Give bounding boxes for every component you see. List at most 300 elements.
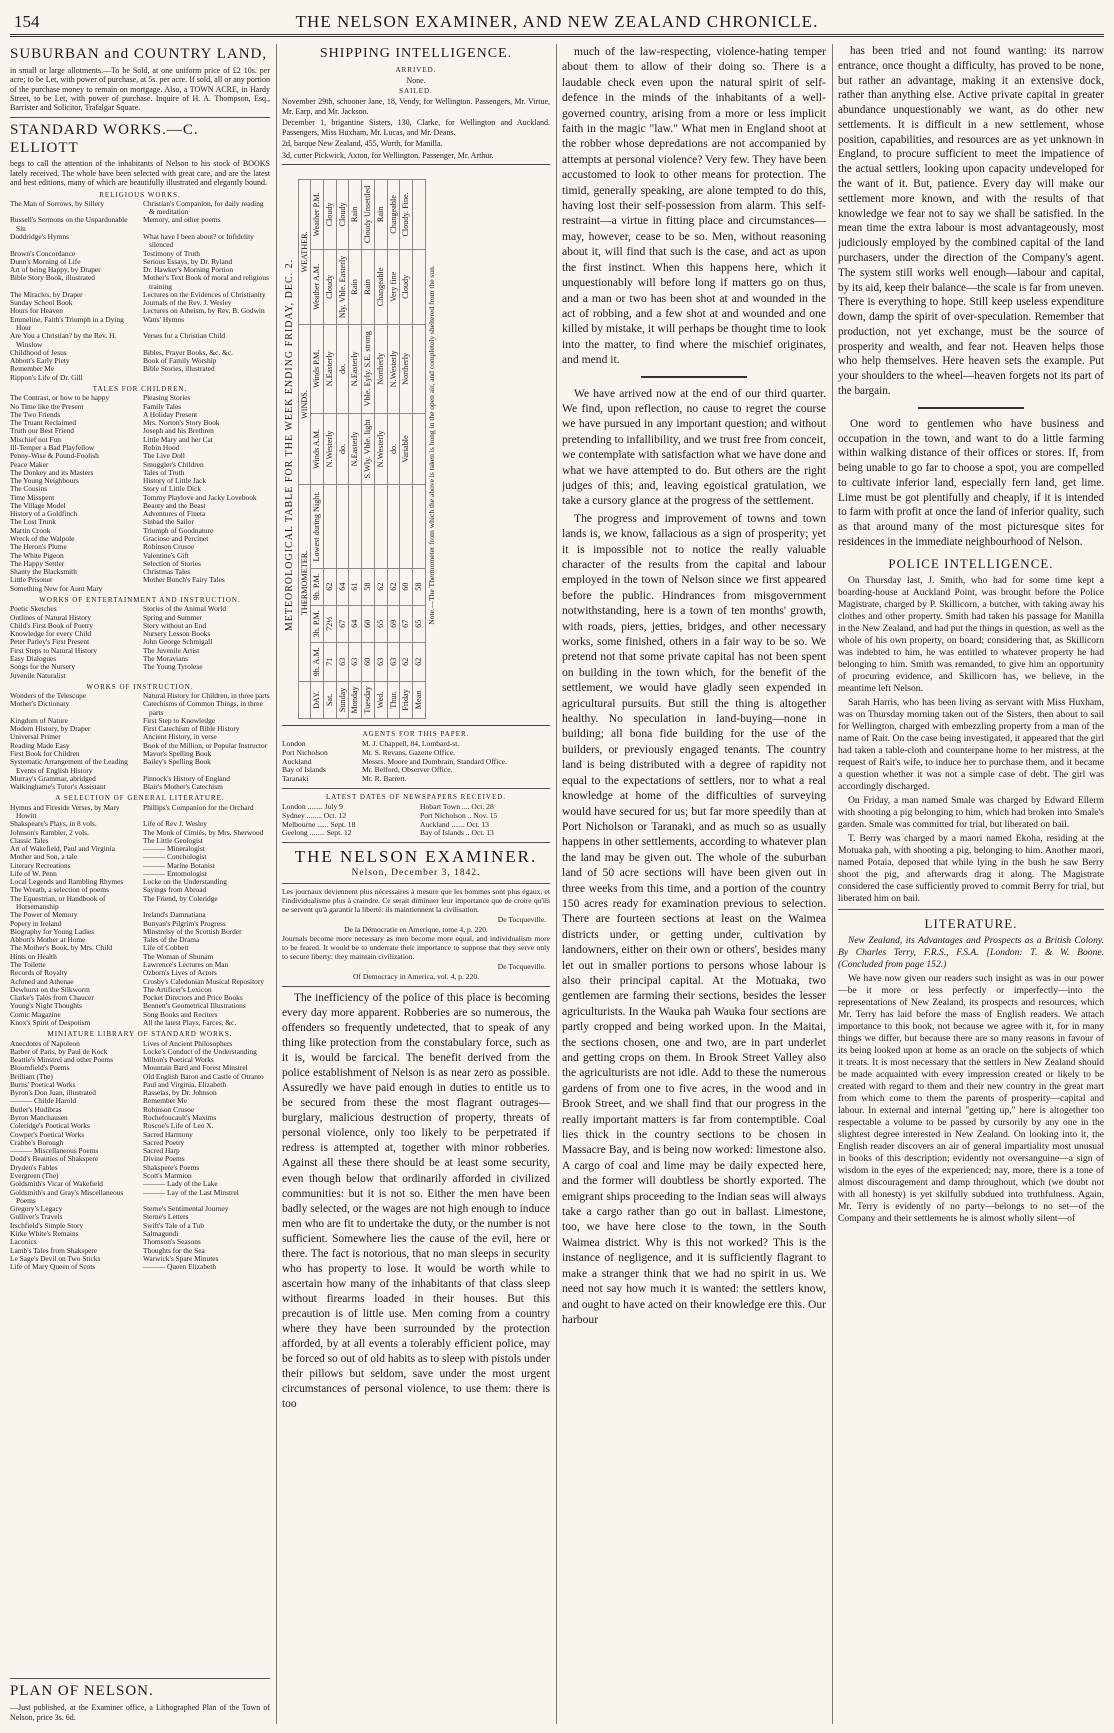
police-paragraph: Sarah Harris, who has been living as servant with Miss Huxham, was on Thursday morning taken out of the Sisters, then about to sail for Wellington, charged with embezzling property from a man of the name of Rait. On the case being investigated, it appeared that the girl had taken a table-cloth and counterpane home to her mistress, at the request of Rait's wife, to induce her to purchase them, and it became a question whether it was not a simple case of debt. The girl was accordingly discharged. — [838, 696, 1104, 792]
book-item: Peace Maker — [10, 459, 49, 469]
column-divider — [832, 44, 833, 1724]
book-item: Remember Me — [10, 364, 55, 374]
book-item: Locke on the Understanding — [143, 877, 227, 887]
book-item: History of a Goldfinch — [10, 509, 78, 519]
book-item: The Friend, by Coleridge — [143, 893, 218, 903]
book-item: Peter Parley's First Present — [10, 637, 90, 647]
book-item: Bible Stories, illustrated — [143, 364, 215, 374]
book-item: No Time like the Present — [10, 401, 84, 411]
book-item: The Toilette — [10, 960, 46, 969]
book-item: Remember Me — [143, 1096, 188, 1106]
book-item: Bunyan's Pilgrim's Progress — [143, 918, 226, 928]
book-item: Popery in Ireland — [10, 918, 62, 928]
book-item: Mother's Dictionary — [10, 699, 70, 709]
met-cell: N.Westerly — [324, 413, 337, 484]
book-item: Blair's Mother's Catechism — [143, 782, 223, 792]
book-category-title: RELIGIOUS WORKS. — [99, 190, 181, 199]
book-item: The Wreath, a selection of poems — [10, 885, 109, 895]
book-item: Stories of the Animal World — [143, 604, 227, 614]
book-item: Juvenile Naturalist — [10, 670, 66, 680]
met-col-header: Winds A.M. — [311, 413, 324, 484]
met-cell: Variable — [400, 413, 413, 484]
met-cell: Friday — [400, 681, 413, 718]
met-row — [336, 180, 349, 719]
police-text — [838, 575, 1104, 905]
book-item: Lectures on the Evidences of Christianity — [143, 289, 266, 299]
book-item: Hymns and Fireside Verses, by Mary Howitt — [10, 802, 120, 820]
arrived-label: ARRIVED. — [395, 65, 437, 74]
book-item: Milton's Poetical Works — [143, 1055, 214, 1065]
met-cell — [387, 485, 400, 568]
book-item: Watts' Hymns — [143, 314, 185, 324]
book-item: Robinson Crusoe — [143, 542, 195, 552]
met-row — [387, 180, 400, 719]
literature-heading: LITERATURE. — [924, 915, 1018, 931]
book-item: Local Legends and Rambling Rhymes — [10, 877, 124, 887]
met-col-header: Lowest during Night. — [311, 485, 324, 568]
book-item: The Monk of Cimiés, by Mrs. Sherwood — [143, 827, 264, 837]
quote-english-attr: De Tocqueville. — [497, 962, 546, 972]
met-group-row — [298, 180, 311, 719]
met-col-header: 3h. P.M. — [311, 605, 324, 642]
met-cell: 63 — [336, 642, 349, 681]
met-note: Note.—The Thermometer from which the above is taken is hung in the open air, and completely sheltered from the sun. — [426, 265, 436, 625]
book-item: Achmed and Athenae — [10, 976, 74, 986]
book-item: Modern History, by Draper — [10, 724, 91, 734]
latest-dates-right — [420, 803, 550, 838]
met-cell: 58 — [362, 568, 375, 605]
book-item: Joseph and his Brethren — [143, 426, 214, 436]
agent-name: Mr. R. Barrett. — [362, 775, 407, 784]
met-cell — [324, 485, 337, 568]
book-item: Barber of Paris, by Paul de Kock — [10, 1046, 108, 1056]
editorial-paragraph: We have arrived now at the end of our third quarter. We find, upon reflection, no cause to regret the course we have pursued in any important question; and without pretending to infallibility, and we trust free from conceit, we contemplate with satisfaction what we have done and what we have attempted to do. But others are the right judges of this; and, leaving egoistical gratulation, we take a cursory glance at the progress of the settlement. — [562, 386, 826, 508]
met-cell: 67 — [400, 605, 413, 642]
book-item: A Holiday Present — [143, 409, 198, 419]
book-category-title: TALES FOR CHILDREN. — [92, 385, 188, 393]
book-item: Book of Family Worship — [143, 356, 217, 366]
book-item: Old English Baron and Castle of Otranto — [143, 1071, 264, 1081]
book-catalogue — [10, 191, 270, 1272]
book-item: Life of Cobbett — [143, 943, 189, 953]
book-item: First Steps to Natural History — [10, 645, 98, 655]
book-item: Triumph of Goodnature — [143, 525, 214, 535]
book-item: The Miracles, by Draper — [10, 289, 83, 299]
book-item: Ozborn's Lives of Actors — [143, 968, 217, 978]
book-item: Pinnock's History of England — [143, 773, 230, 783]
met-cell: Monday — [349, 681, 362, 718]
book-item: Scott's Marmion — [143, 1171, 192, 1180]
book-item: Smuggler's Children — [143, 459, 204, 469]
sailed-entry: 2d, barque New Zealand, 455, Worth, for Manilla. — [282, 139, 443, 149]
met-cell: 62 — [412, 642, 425, 681]
agents-heading: AGENTS FOR THIS PAPER. — [362, 730, 470, 739]
book-item: Gregory's Legacy — [10, 1204, 63, 1214]
book-item: Nursery Lesson Books — [143, 629, 211, 639]
book-item: The Woman of Shunam — [143, 951, 214, 961]
book-item: Wonders of the Telescope — [10, 691, 87, 701]
divider — [10, 1678, 270, 1679]
met-cell — [400, 485, 413, 568]
book-item: Swift's Tale of a Tub — [143, 1220, 205, 1230]
met-col-header: Winds P.M. — [311, 324, 324, 413]
literature-paragraph: We have now given our readers such insight as was in our power—be it more or less perfectly or imperfectly—into the representations of New Zealand, its prospects and resources, which Mr. Terry has laid before the mass of English readers. We attach importance to this book, not because we agree with it, for in many things we differ, but because there are so many reasons in favour of its being looked upon at home as an oracle on the subjects of which it treats. It is most necessary that the settlers in New Zealand should be made acquainted with every impression created or likely to be created with regard to them and their new country in the great mart from which come to them the parents of prosperity—capital and labour. In external and internal "getting up," here is altogether too respectable a volume to be passed by cursorily by any one in the slightest degree interested in New Zealand. On looking into it, the English reader discovers an air of general impartiality most unusual in books of this description; evidently not oversanguine—a sign of wisdom in the eyes of the experienced; nay, more, there is a tone of almost discouragement and damp throughout, which (we doubt not with all honesty) is yet skilfully subdued into truthfulness. Again, Mr. Terry is evidently of no party—belongs to no set—of the Company and their settlements he is almost wholly silent—of — [838, 972, 1104, 1224]
book-item: The Moravians — [143, 653, 188, 663]
book-item: Classic Tales — [10, 835, 49, 845]
book-item: Irschfield's Simple Story — [10, 1220, 84, 1230]
editorial-paragraph: The inefficiency of the police of this place is becoming every day more apparent. Robberies are so numerous, the offenders so frequently undetected, that to speak of any thing like protection from the constabulary force, such as it is, would be farcical. The benefit derived from the police establishment of Nelson is as near zero as possible. Assuredly we have paid enough in duties to entitle us to be secured from these the most flagrant outrages—burglary, malicious destruction of property, threats of personal violence, only too likely to be perpetrated if redress is attempted at, together with minor robberies. Against all these there should be at least some security, even though below that ordinarily afforded in civilized communities: but it is not so. Either the men have been badly selected, or the wages are not high enough to induce men who are fit to undertake the duty, or the number is not sufficient. Somewhere lies the cause of the evil, here or there. The fact is notorious, that no man sleeps in security who has property to lose. It would be worth while to ascertain how many of the inhabitants of that class sleep without firearms loaded in their houses. But this precaution is of little use. Men coming from a country where they have been surrounded by the protection afforded, by at all events a tolerably efficient police, may be forced so out of old habits as to sleep with pistols under their pillows but seldom, save under the most urgent circumstances of personal violence, to use them: there is too — [282, 991, 550, 1411]
book-item: Mischief not Fun — [10, 434, 61, 444]
book-item: Little Prisoner — [10, 575, 53, 585]
latest-date: Hobart Town .... Oct. 28 — [420, 803, 494, 812]
met-cell: 65 — [412, 605, 425, 642]
met-cell: Cloudy — [336, 180, 349, 250]
met-group-blank — [298, 681, 311, 718]
book-item: Book of the Million, or Popular Instructor — [143, 740, 268, 750]
police-heading: POLICE INTELLIGENCE. — [888, 555, 1054, 571]
book-item: Ancient History, in verse — [143, 732, 217, 742]
met-cell: N.Easterly — [349, 413, 362, 484]
book-item: Minstrelsy of the Scottish Border — [143, 926, 242, 936]
book-item: Mountain Bard and Forest Minstrel — [143, 1063, 248, 1073]
book-item: Johnson's Rambler, 2 vols. — [10, 827, 89, 837]
book-item: Bailey's Spelling Book — [143, 757, 211, 767]
ad-books-intro: begs to call the attention of the inhabitants of Nelson to his stock of BOOKS lately received. The whole have been selected with great care, and are the latest and best editions, many of which are beautifully illustrated and elegantly bound. — [10, 159, 270, 188]
book-item: Lawrence's Lectures on Man — [143, 960, 229, 969]
meteorological-table-box — [282, 164, 550, 726]
book-item: The Man of Sorrows, by Sillery — [10, 198, 105, 208]
book-item: Laconics — [10, 1237, 37, 1247]
quote-english-source: Of Democracy in America, vol. 4, p. 220. — [352, 972, 480, 982]
book-item: ——— Marine Botanist — [143, 860, 215, 870]
book-item: Le Sage's Devil on Two Sticks — [10, 1253, 101, 1263]
book-item: Thoughts for the Sea — [143, 1245, 205, 1255]
book-item: ——— Miscellaneous Poems — [10, 1146, 99, 1156]
book-item: ——— Mineralogist — [143, 844, 205, 854]
literature-text — [838, 973, 1104, 1225]
book-item: Coleridge's Poetical Works — [10, 1121, 90, 1131]
book-item: Byron Manchausen — [10, 1113, 68, 1123]
quote-french-source: De la Démocratie en Amerique, tome 4, p. 220. — [344, 925, 488, 935]
book-item: Song Books and Reciters — [143, 1009, 218, 1019]
met-cell: Cloudy — [324, 249, 337, 324]
agents-list — [282, 740, 550, 784]
book-item: Abbott's Mother at Home — [10, 935, 86, 945]
agent-place: Taranaki — [282, 775, 309, 784]
sailed-list — [282, 97, 550, 160]
arrived-value: None. — [406, 75, 426, 85]
met-cell: 65 — [374, 605, 387, 642]
met-cell: 67 — [336, 605, 349, 642]
book-item: Poetic Sketches — [10, 604, 57, 614]
column-2 — [282, 44, 550, 1724]
page-number: 154 — [14, 12, 40, 31]
met-header-row — [311, 180, 324, 719]
book-item: Goldsmith's and Gray's Miscellaneous Poems — [10, 1187, 124, 1205]
met-cell: N.Easterly — [349, 324, 362, 413]
agent-name: M. J. Chappell, 84, Lombard-st. — [362, 740, 460, 749]
met-cell — [412, 485, 425, 568]
book-item: Martin Crook — [10, 525, 51, 535]
book-item: Tales of the Drama — [143, 935, 200, 945]
latest-date: Melbourne ...... Sept. 18 — [282, 820, 356, 829]
met-cell — [336, 485, 349, 568]
book-item: Christian's Companion, for daily reading & meditation — [143, 198, 264, 217]
latest-date: London ........ July 9 — [282, 803, 343, 812]
met-cell: do. — [336, 324, 349, 413]
book-item: Shakspere's Poems — [143, 1162, 200, 1172]
met-cell: 69 — [387, 605, 400, 642]
book-item: Testimony of Truth — [143, 248, 200, 258]
agent-place: Port Nicholson — [282, 749, 328, 758]
sailed-entry: 3d, cutter Pickwick, Axton, for Wellington. Passenger, Mr. Arthur. — [282, 150, 494, 160]
book-category-title: WORKS OF INSTRUCTION. — [86, 682, 194, 691]
book-item: Crosby's Caledonian Musical Repository — [143, 976, 265, 986]
book-item: Emmeline, Faith's Triumph in a Dying Hour — [10, 314, 124, 333]
book-item: ——— Lay of the Last Minstrel — [143, 1187, 239, 1197]
book-category-title: A SELECTION OF GENERAL LITERATURE. — [55, 794, 225, 803]
met-cell: 64 — [336, 568, 349, 605]
quote-english: Journals become more necessary as men become more equal, and individualism more to be feared. It would be to underrate their importance to suppose that they serve only to secure liberty: they maintain civilization. — [282, 934, 550, 961]
book-item: Knox's Spirit of Despotism — [10, 1017, 91, 1027]
met-cell: Cloudy Unsettled — [362, 180, 375, 250]
book-item: Life of Rev J. Wesley — [143, 819, 207, 829]
book-list — [10, 200, 270, 382]
latest-date: Geelong ........ Sept. 12 — [282, 829, 352, 838]
ad-land-heading: SUBURBAN and COUNTRY LAND, — [10, 46, 268, 62]
met-cell: Tuesday — [362, 681, 375, 718]
met-body — [324, 180, 425, 719]
book-item: Something New for Aunt Mary — [10, 583, 103, 593]
latest-heading: LATEST DATES OF NEWSPAPERS RECEIVED. — [325, 792, 507, 801]
book-item: The Live Doll — [143, 451, 185, 461]
met-cell: 63 — [349, 642, 362, 681]
police-paragraph: T. Berry was charged by a maori named Ekoha, residing at the Motuaka pah, with shooting a pig, belonging to him. Another maori, named Potaia, deposed that while lying in the bush he saw Berry shoot the pig, and afterwards drag it along. The Magistrate considered the case sufficiently proved to commit Berry for trial, but liberated him on bail. — [838, 832, 1104, 904]
book-item: Byron's Don Juan, illustrated — [10, 1088, 96, 1098]
book-item: Dryden's Fables — [10, 1162, 58, 1172]
book-item: Story without an End — [143, 620, 207, 630]
met-row — [362, 180, 375, 719]
book-item: ——— Entomologist — [143, 868, 207, 878]
met-cell: Rain — [349, 249, 362, 324]
met-cell: Vble. Eyly. S.E. strong — [362, 324, 375, 413]
met-cell — [412, 413, 425, 484]
sailed-entry: November 29th, schooner Jane, 18, Vendy, for Wellington. Passengers, Mr. Virtue, Mr. Earp, and Mr. Jackson. — [282, 97, 550, 116]
book-item: The Juvenile Artist — [143, 645, 200, 655]
quote-french: Les journaux deviennent plus nécessaires à mesure que les hommes sont plus égaux, et l'individualisme plus à craindre. Ce serait diminuer leur importance que de croire qu'ils ne servent qu'à garantir la liberté: ils maintiennent la civilisation. — [282, 887, 550, 914]
book-item: Adventures of Fineta — [143, 509, 206, 519]
sailed-label: SAILED. — [399, 87, 433, 96]
book-item: Pocket Directors and Price Books — [143, 993, 243, 1003]
book-item: The Equestrian, or Handbook of Horsemanship — [10, 893, 106, 912]
book-list — [10, 605, 270, 680]
editorial-col4 — [838, 44, 1104, 550]
book-item: The Contrast, or how to be happy — [10, 393, 110, 403]
met-cell: Mean — [412, 681, 425, 718]
book-category-title: MINIATURE LIBRARY OF STANDARD WORKS. — [47, 1030, 233, 1039]
book-item: Warwick's Spare Minutes — [143, 1253, 219, 1263]
book-item: Memory, and other poems — [143, 215, 221, 225]
editorial-paragraph: has been tried and not found wanting: its narrow entrance, once thought a difficulty, has proved to be none, but rather an advantage, making it an extensive dock, rather than anything else. Active private capital in greater abundance unquestionably we want, as do other new settlements. It is difficult in a new settlement, whose position, capabilities, and resources are as yet unknown in England, to procure sufficient to meet the impatience of the actual settlers, looking upon capacity undeveloped for the want of it. But, patience. Every day will make our settlement more known, and with the results of that knowledge we fear not to say we shall be satisfied. In the mean time the extra labour is most advantageously, most judiciously employed by the combined capital of the land purchasers, under the direction of the Company's agent. The system still works well enough—labour and capital, by its aid, keep their balance—the scale is far from uneven. There is everything to hope. Still keep useless expenditure down, damp the spirit of over-speculation. Remember that production, not yet exchange, must be the source of prosperity and wealth, and fear not. Heaven helps those who help themselves. Here heaven sets the example. Put your shoulders to the wheel—heaven forgets not its part of the bargain. — [838, 45, 1104, 397]
book-item: Lives of Ancient Philosophers — [143, 1038, 233, 1048]
met-cell: Very fine — [387, 249, 400, 324]
met-cell: Rain — [362, 249, 375, 324]
met-cell: Thur. — [387, 681, 400, 718]
paper-title: THE NELSON EXAMINER. — [294, 847, 538, 867]
met-group-weather: WEATHER. — [298, 180, 311, 325]
met-col-header: Weather A.M. — [311, 249, 324, 324]
met-table-title: METEOROLOGICAL TABLE FOR THE WEEK ENDING FRIDAY, DEC. 2. — [284, 258, 295, 632]
editorial-paragraph: The progress and improvement of towns and town lands is, we know, fallacious as a sign of prosperity; yet it is impossible not to notice the really valuable character of the results from the capital and labour employed in the town of Nelson since we first appeared before the public. Hindrances from misgovernment notwithstanding, here is a town of ten months' growth, with roads, piers, jetties, bridges, and other necessary works, some finished, others in a fair way to be so. We pretend not that some private capital has not been spent on building in the town which, for the benefit of the settlement, we would have gladly seen expended in agricultural pursuits. But still the thing is altogether healthy. No speculation in land-buying—none in building; all bona fide building for the use of the builders, or previously engaged tenants. The country land is being distributed with a degree of rapidity not equal to the expectations of settlers, nor to what a real knowledge at home of the difficulties of surveying would have secured for us; but far more speedily than at Port Nicholson or Taranaki, and as much so as usually happens in other settlements, according to whatever plan the land may be given out. The whole of the suburban land of 50 acre sections will have been given out in three weeks from this time, and a portion of the country 150 acres ready for examination previous to selection. There are fourteen sections at least on the Waimea districts under, or getting under, cultivation by landowners, either on their own or others', besides many let out in smaller portions to persons whose labour is also their principal capital. At the Motuaka, two gentlemen are farming their sections, besides the lesser agriculturists. In the Wauka pah Wauka four sections are partly cropped and being worked upon. In the Maitai, the sections chosen, one and two, are in part underlet and getting crops on them. In Brook Street Valley also the agriculturists are not idle. Add to these the numerous gardens of from one to five acres, in the wood and in Brook Street, and we shall find that our progress in the really important matters is far from contemptible. Coal lies thick in the country sections to be chosen in Massacre Bay, and is being now worked: limestone also. A cargo of coal and lime may be daily expected here, and the former will doubtless be shortly exported. The emigrant ships proceeding to the Indian seas will always take a cargo rather than go out in ballast. Limestone, too, we have here close to the town, in the South Waimea district. Why is this not worked? This is the instance of negligence, and it is sufficiently flagrant to make a stranger think that we had no spirit in us. We need not say how much it is wanted: the settlers know, and ought to have acted on their knowledge ere this. Our harbour — [562, 511, 826, 1326]
book-item: Mother and Son, a tale — [10, 852, 78, 862]
met-cell: do. — [336, 413, 349, 484]
column-divider — [276, 44, 277, 1724]
book-item: Goldsmith's Vicar of Wakefield — [10, 1179, 103, 1189]
book-item: Thomson's Seasons — [143, 1237, 201, 1247]
met-cell: 63 — [387, 642, 400, 681]
met-row — [374, 180, 387, 719]
latest-date: Sydney ........ Oct. 12 — [282, 811, 347, 820]
met-row — [324, 180, 337, 719]
latest-dates-left — [282, 803, 412, 838]
book-item: Easy Dialogues — [10, 653, 57, 663]
book-item: Mother's Text Book of moral and religious training — [143, 273, 269, 291]
met-cell: do. — [387, 413, 400, 484]
book-item: Art of being Happy, by Draper — [10, 265, 101, 275]
met-cell: Changeable — [387, 180, 400, 250]
book-item: Beauty and the Beast — [143, 500, 206, 510]
book-item: First Catechism of Bible History — [143, 724, 240, 734]
book-item: The Truant Reclaimed — [10, 418, 77, 428]
book-item: Sacred Harp — [143, 1146, 180, 1156]
met-cell: 62 — [387, 568, 400, 605]
book-item: Locke's Conduct of the Understanding — [143, 1046, 257, 1056]
latest-dates — [282, 803, 550, 838]
met-cell — [412, 180, 425, 250]
met-cell — [412, 324, 425, 413]
book-item: Tales of Truth — [143, 467, 185, 477]
divider — [282, 788, 550, 789]
divider — [282, 986, 550, 987]
agent-name: Messrs. Moore and Dombrain, Standard Office. — [362, 757, 507, 766]
met-cell: Wed. — [374, 681, 387, 718]
meteorological-table — [282, 165, 540, 725]
editorial-paragraph: One word to gentlemen who have business and occupation in the town, and want to do a little farming within walking distance of their offices or stores. If, from being unable to go far to choose a spot, you are compelled to cultivate inferior land, especially fern land, get lime. Lime must be got plentifully and cheaply, if it is intended to farm with profit at once the land of inferior quality, such as that around many of the most picturesque sites for residences in the immediate neighbourhood of Nelson. — [838, 417, 1104, 548]
met-cell: 63 — [374, 642, 387, 681]
met-cell — [349, 485, 362, 568]
book-item: Brilliant (The) — [10, 1071, 53, 1081]
book-item: Mrs. Norton's Story Book — [143, 418, 220, 428]
book-item: Young's Night Thoughts — [10, 1001, 82, 1011]
book-item: Abbott's Early Piety — [10, 356, 70, 366]
book-item: Selection of Stories — [143, 558, 201, 568]
ad-plan — [10, 1674, 270, 1724]
book-item: What have I been about? or Infidelity silenced — [143, 231, 254, 250]
met-cell: S.Wly. Vble. light — [362, 413, 375, 484]
book-item: Family Tales — [143, 401, 182, 411]
met-cell: 58 — [412, 568, 425, 605]
book-item: Outlines of Natural History — [10, 612, 92, 622]
book-item: Butler's Hudibras — [10, 1104, 62, 1114]
book-item: Sunday School Book — [10, 298, 73, 308]
book-item: History of Little Jack — [143, 476, 207, 486]
book-item: Wreck of the Walpole — [10, 534, 75, 544]
agent-name: Mr. Belford, Observer Office. — [362, 766, 453, 775]
book-item: Bibles, Prayer Books, &c. &c. — [143, 347, 233, 357]
agent-place: Auckland — [282, 757, 312, 766]
book-item: Evergreen (The) — [10, 1171, 59, 1180]
book-item: The Cousins — [10, 484, 48, 494]
met-cell: Cloudy — [324, 180, 337, 250]
met-cell: Northerly — [400, 324, 413, 413]
book-item: Natural History for Children, in three parts — [143, 691, 270, 701]
met-cell: 61 — [349, 568, 362, 605]
book-item: Rochefoucault's Maxims — [143, 1113, 217, 1123]
book-item: The Power of Memory — [10, 910, 78, 920]
book-item: Life of Mary Queen of Scots — [10, 1262, 96, 1272]
book-item: Tommy Playlove and Jacky Lovebook — [143, 492, 257, 502]
divider — [282, 883, 550, 884]
met-cell: N.Easterly — [324, 324, 337, 413]
met-group-winds: WINDS. — [298, 324, 311, 484]
book-item: Shakspeare's Plays, in 8 vols. — [10, 819, 97, 829]
book-item: Dunn's Morning of Life — [10, 256, 81, 266]
book-item: The Two Friends — [10, 409, 61, 419]
article-divider — [641, 376, 747, 378]
book-item: The Mother's Book, by Mrs. Child — [10, 943, 113, 953]
met-cell: Nly. Vble. Easterly — [336, 249, 349, 324]
book-item: The Artificer's Lexicon — [143, 984, 212, 994]
book-item: Dodd's Beauties of Shakspere — [10, 1154, 99, 1164]
police-paragraph: On Friday, a man named Smale was charged by Edward Ellerm with shooting a pig belonging to him, which had broken into Smale's garden. Smale was committed for trial, but liberated on bail. — [838, 794, 1104, 830]
book-item: Shanty the Blacksmith — [10, 567, 77, 577]
latest-date: Bay of Islands .. Oct. 13 — [420, 829, 494, 838]
book-item: Biography for Young Ladies — [10, 926, 95, 936]
book-item: Truth our Best Friend — [10, 426, 74, 436]
editorial-col2 — [282, 991, 550, 1412]
book-item: Doddridge's Hymns — [10, 231, 70, 241]
book-item: The Village Model — [10, 500, 66, 510]
divider — [838, 909, 1104, 910]
agent-place: Bay of Islands — [282, 766, 326, 775]
met-cell — [362, 485, 375, 568]
book-item: The Happy Settler — [10, 558, 65, 568]
met-col-header: DAY. — [311, 681, 324, 718]
book-item: The Heron's Plume — [10, 542, 67, 552]
book-item: Ireland's Damnatiana — [143, 910, 206, 920]
book-item: Records of Royalty — [10, 968, 68, 978]
book-item: ——— Conchologist — [143, 852, 207, 862]
book-list — [10, 1040, 270, 1272]
shipping-heading: SHIPPING INTELLIGENCE. — [319, 46, 513, 61]
column-4 — [838, 44, 1104, 1724]
book-item: Sterne's Letters — [143, 1212, 189, 1222]
book-item: ——— Queen Elizabeth — [143, 1262, 217, 1272]
book-item: Murray's Grammar, abridged — [10, 773, 96, 783]
met-cell: 72½ — [324, 605, 337, 642]
met-table — [298, 179, 426, 719]
book-item: Serious Essays, by Dr. Ryland — [143, 256, 233, 266]
book-item: ——— Childe Harold — [10, 1096, 77, 1106]
book-item: Lectures on Atheism, by Rev. B. Godwin — [143, 306, 265, 316]
book-list — [10, 394, 270, 593]
book-item: Divine Poems — [143, 1154, 185, 1164]
book-item: Lamb's Tales from Shakspere — [10, 1245, 98, 1255]
book-item: Little Mary and her Cat — [143, 434, 213, 444]
book-item: Paul and Virginia, Elizabeth — [143, 1079, 227, 1089]
book-item: Spring and Summer — [143, 612, 203, 622]
book-category-title: WORKS OF ENTERTAINMENT AND INSTRUCTION. — [39, 596, 241, 604]
